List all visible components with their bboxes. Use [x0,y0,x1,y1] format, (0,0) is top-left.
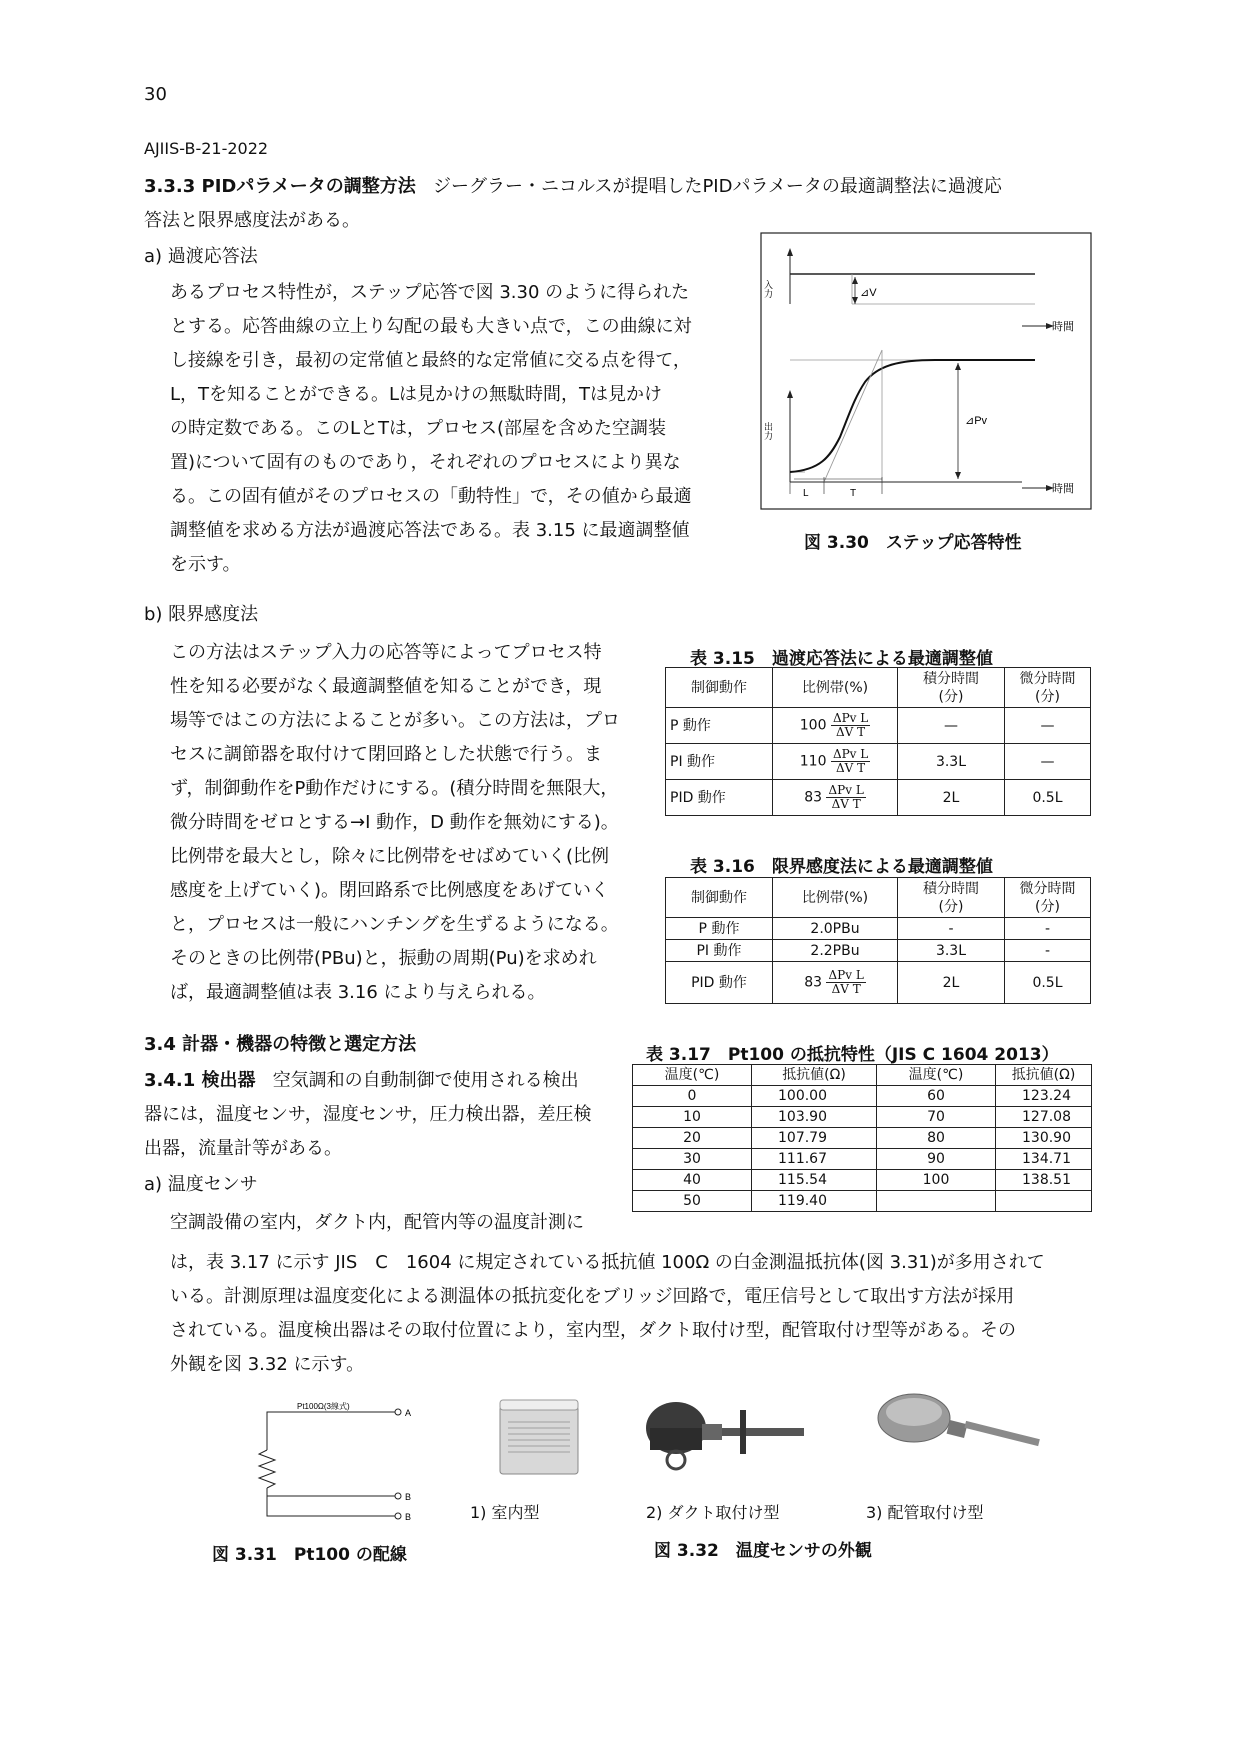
table-316-caption: 表 3.16 限界感度法による最適調整値 [690,857,993,877]
table-cell: 0 [633,1086,752,1107]
table-row [633,1107,1092,1128]
section-341: 3.4.1 検出器 空気調和の自動制御で使用される検出 [144,1070,579,1091]
section-b-line: と，プロセスは一般にハンチングを生ずるようになる。 [170,914,619,935]
section-a-line: あるプロセス特性が，ステップ応答で図 3.30 のように得られた [170,282,690,303]
doc-id: AJIIS-B-21-2022 [144,139,269,158]
section-a-line: を示す。 [170,554,241,575]
section-341-a-line: 空調設備の室内，ダクト内，配管内等の温度計測に [170,1212,584,1233]
section-a-line: とする。応答曲線の立上り勾配の最も大きい点で，この曲線に対 [170,316,692,337]
table-317-header: 温度(℃) [633,1065,752,1086]
terminal-a: A [405,1408,412,1418]
section-b-title: b) 限界感度法 [144,604,259,625]
section-a-line: の時定数である。このLとTは，プロセス(部屋を含めた空調装 [170,418,667,439]
table-row: PID 動作 83 $\frac{\text{ΔPv L}}{\text{ΔV T}}$ 2L 0.5L [666,962,1091,1004]
section-b-line: 場等ではこの方法によることが多い。この方法は，プロ [170,710,620,731]
table-316-header: 比例帯(%) [773,878,898,918]
section-341-a-line: されている。温度検出器はその取付位置により，室内型，ダクト取付け型，配管取付け型等がある。その [170,1320,1016,1341]
table-row: P 動作 100 $\frac{\text{ΔPv L}}{\text{ΔV T}}$ — — [666,708,1091,744]
section-b-line: 比例帯を最大とし，除々に比例帯をせばめていく(比例 [170,846,610,867]
l-label: L [803,488,809,499]
table-cell: 130.90 [996,1128,1092,1149]
table-316-header: 積分時間 (分) [898,878,1005,918]
table-315-header: 積分時間 (分) [898,668,1005,708]
table-cell: 50 [633,1191,752,1212]
section-341-a-title: a) 温度センサ [144,1174,258,1195]
table-317-caption: 表 3.17 Pt100 の抵抗特性（JIS C 1604 2013） [646,1045,1059,1065]
table-315-header: 制御動作 [666,668,773,708]
section-341-a-line: は，表 3.17 に示す JIS C 1604 に規定されている抵抗値 100Ω の白金測温抵抗体(図 3.31)が多用されて [170,1252,1045,1273]
table-315-header: 微分時間 (分) [1005,668,1091,708]
table-cell: 127.08 [996,1107,1092,1128]
table-cell [877,1191,996,1212]
table-cell: 10 [633,1107,752,1128]
page-number: 30 [144,84,167,105]
section-333-intro-1: ジーグラー・ニコルスが提唱したPIDパラメータの最適調整法に過渡応 [432,176,1002,197]
table-row [633,1128,1092,1149]
table-317-header: 抵抗値(Ω) [996,1065,1092,1086]
sensor-label-duct: 2) ダクト取付け型 [646,1503,780,1522]
section-341-line: 器には，温度センサ，湿度センサ，圧力検出器，差圧検 [144,1104,592,1125]
table-cell: 20 [633,1128,752,1149]
table-cell [996,1191,1092,1212]
section-a-line: L，Tを知ることができる。Lは見かけの無駄時間，Tは見かけ [170,384,663,405]
table-cell: 90 [877,1149,996,1170]
table-cell: 30 [633,1149,752,1170]
terminal-b: B [405,1512,412,1520]
section-b-line: 性を知る必要がなく最適調整値を知ることができ，現 [170,676,602,697]
sensor-label-pipe: 3) 配管取付け型 [866,1503,984,1522]
table-cell: 100.00 [752,1086,877,1107]
step-response-figure [760,232,1092,510]
table-cell: 107.79 [752,1128,877,1149]
table-row [633,1191,1092,1212]
delta-v-label: ⊿V [860,287,877,299]
terminal-b: B [405,1492,412,1502]
table-cell: 138.51 [996,1170,1092,1191]
table-row [633,1086,1092,1107]
delta-pv-label: ⊿Pv [965,415,988,427]
section-b-line: 微分時間をゼロとする→I 動作，D 動作を無効にする)。 [170,812,619,833]
section-a-line: 置)について固有のものであり，それぞれのプロセスにより異な [170,452,681,473]
section-b-line: セスに調節器を取付けて閉回路とした状態で行う。ま [170,744,602,765]
figure-331-caption: 図 3.31 Pt100 の配線 [212,1545,407,1565]
table-317-header: 抵抗値(Ω) [752,1065,877,1086]
table-row [633,1170,1092,1191]
table-cell: 100 [877,1170,996,1191]
section-b-line: そのときの比例帯(PBu)と，振動の周期(Pu)を求めれ [170,948,597,969]
duct-sensor-image [640,1390,812,1480]
section-333 [144,170,1002,204]
table-cell: 119.40 [752,1191,877,1212]
table-cell: 103.90 [752,1107,877,1128]
section-a-line: し接線を引き，最初の定常値と最終的な定常値に交る点を得て， [170,350,691,371]
section-333-intro-2: 答法と限界感度法がある。 [144,210,360,231]
section-b-line: ず，制御動作をP動作だけにする。(積分時間を無限大， [170,778,619,799]
table-cell: 70 [877,1107,996,1128]
figure-330-caption: 図 3.30 ステップ応答特性 [804,533,1022,553]
section-333-heading: 3.3.3 PIDパラメータの調整方法 [144,176,416,197]
section-341-line: 出器，流量計等がある。 [144,1138,342,1159]
section-341-a-line: 外観を図 3.32 に示す。 [170,1354,365,1375]
table-row: PI 動作 2.2PBu 3.3L - [666,940,1091,962]
table-315 [665,667,1091,816]
section-341-heading: 3.4.1 検出器 [144,1070,256,1091]
time-label-input: 時間 [1052,321,1074,333]
pt100-wiring-diagram [255,1400,425,1520]
section-a-title: a) 過渡応答法 [144,246,258,267]
table-row: PI 動作 110 $\frac{\text{ΔPv L}}{\text{ΔV T}}$ 3.3L — [666,744,1091,780]
table-cell: 40 [633,1170,752,1191]
table-cell: 115.54 [752,1170,877,1191]
table-cell: 80 [877,1128,996,1149]
t-label: T [850,488,857,499]
table-317-header: 温度(℃) [877,1065,996,1086]
table-315-caption: 表 3.15 過渡応答法による最適調整値 [690,649,993,669]
table-316 [665,877,1091,1004]
wire-label: Pt100Ω(3線式) [297,1402,350,1411]
table-317 [632,1064,1092,1212]
table-cell: 123.24 [996,1086,1092,1107]
sensor-label-room: 1) 室内型 [470,1503,540,1522]
table-316-header: 制御動作 [666,878,773,918]
figure-332-caption: 図 3.32 温度センサの外観 [654,1541,872,1561]
section-b-line: この方法はステップ入力の応答等によってプロセス特 [170,642,602,663]
section-a-line: 調整値を求める方法が過渡応答法である。表 3.15 に最適調整値 [170,520,690,541]
section-a-line: る。この固有値がそのプロセスの「動特性」で，その値から最適 [170,486,692,507]
table-row: PID 動作 83 $\frac{\text{ΔPv L}}{\text{ΔV T}}$ 2L 0.5L [666,780,1091,816]
section-b-line: ば，最適調整値は表 3.16 により与えられる。 [170,982,546,1003]
room-sensor-image [498,1398,582,1478]
output-axis-label: 出力 [763,422,773,440]
table-316-header: 微分時間 (分) [1005,878,1091,918]
table-cell: 134.71 [996,1149,1092,1170]
table-cell: 111.67 [752,1149,877,1170]
section-341-a-line: いる。計測原理は温度変化による測温体の抵抗変化をブリッジ回路で，電圧信号として取出す方法が採用 [170,1286,1015,1307]
section-34-heading: 3.4 計器・機器の特徴と選定方法 [144,1034,417,1055]
table-cell: 60 [877,1086,996,1107]
input-axis-label: 入力 [763,280,773,298]
table-row [633,1149,1092,1170]
pipe-sensor-image [868,1384,1048,1468]
time-label-output: 時間 [1052,483,1074,495]
table-315-header: 比例帯(%) [773,668,898,708]
table-row: P 動作 2.0PBu - - [666,918,1091,940]
section-b-line: 感度を上げていく)。閉回路系で比例感度をあげていく [170,880,610,901]
